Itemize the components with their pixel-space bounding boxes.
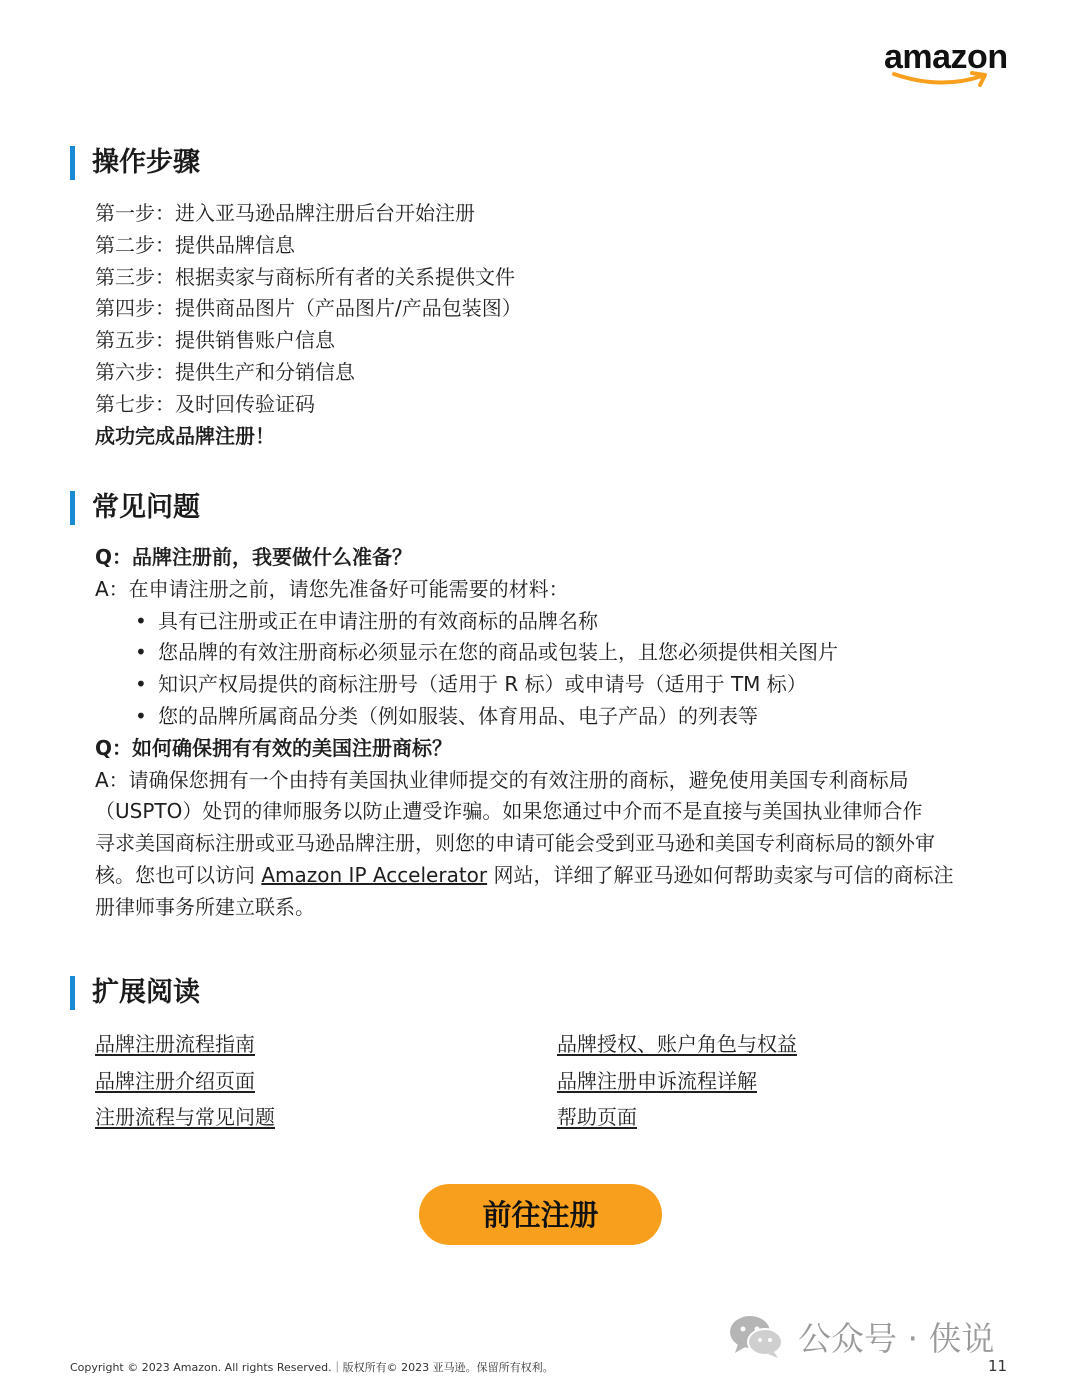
- step-item: 第一步：进入亚马逊品牌注册后台开始注册: [95, 201, 475, 225]
- faq-answer: [95, 765, 995, 924]
- step-item: 第六步：提供生产和分销信息: [95, 359, 355, 384]
- section-title-faq: 常见问题: [70, 491, 200, 525]
- list-item: • 具有已注册或正在申请注册的有效商标的品牌名称: [95, 606, 995, 638]
- watermark-text: 公众号 · 侠说: [798, 1318, 995, 1358]
- reading-link[interactable]: 品牌注册申诉流程详解: [557, 1068, 757, 1093]
- wechat-watermark: [728, 1310, 994, 1362]
- reading-column-right: [557, 1026, 797, 1136]
- materials-list: [95, 606, 995, 733]
- answer-text: 核。您也可以访问: [95, 862, 262, 887]
- faq-answer: A：在申请注册之前，请您先准备好可能需要的材料：: [95, 576, 569, 601]
- wechat-icon: [728, 1313, 784, 1359]
- section-title-reading: 扩展阅读: [70, 976, 200, 1010]
- section-title-steps: 操作步骤: [70, 146, 200, 180]
- step-item: 第五步：提供销售账户信息: [95, 328, 335, 353]
- answer-line: 寻求美国商标注册或亚马逊品牌注册，则您的申请可能会受到亚马逊和美国专利商标局的额外审: [95, 831, 935, 856]
- answer-line: A：请确保您拥有一个由持有美国执业律师提交的有效注册的商标，避免使用美国专利商标局: [95, 767, 909, 792]
- answer-line: [95, 860, 995, 892]
- reading-link[interactable]: 品牌授权、账户角色与权益: [557, 1032, 797, 1056]
- register-button[interactable]: 前往注册: [419, 1184, 662, 1245]
- answer-text: 网站，详细了解亚马逊如何帮助卖家与可信的商标注: [487, 862, 954, 887]
- faq-question: Q：如何确保拥有有效的美国注册商标？: [95, 735, 453, 760]
- step-item: 第四步：提供商品图片（产品图片/产品包装图）: [95, 296, 522, 321]
- list-item: • 您的品牌所属商品分类（例如服装、体育用品、电子产品）的列表等: [95, 701, 995, 733]
- faq-question: Q：品牌注册前，我要做什么准备？: [95, 545, 413, 569]
- answer-line: 册律师事务所建立联系。: [95, 894, 315, 919]
- ip-accelerator-link[interactable]: Amazon IP Accelerator: [261, 862, 488, 887]
- amazon-logo: [884, 40, 1010, 90]
- step-done: 成功完成品牌注册！: [95, 423, 275, 448]
- list-item: • 知识产权局提供的商标注册号（适用于 R 标）或申请号（适用于 TM 标）: [95, 669, 995, 701]
- copyright-footer: Copyright © 2023 Amazon. All rights Reserved.｜版权所有© 2023 亚马逊。保留所有权利。: [70, 1361, 554, 1374]
- step-item: 第三步：根据卖家与商标所有者的关系提供文件: [95, 264, 515, 289]
- step-item: 第七步：及时回传验证码: [95, 391, 315, 416]
- logo-wordmark: amazon: [884, 38, 1008, 76]
- faq-block: [95, 542, 995, 924]
- steps-list: [95, 198, 522, 452]
- smile-arrow-icon: [890, 70, 1000, 88]
- reading-link[interactable]: 品牌注册介绍页面: [95, 1068, 255, 1093]
- answer-line: （USPTO）处罚的律师服务以防止遭受诈骗。如果您通过中介而不是直接与美国执业律师合作: [95, 799, 923, 824]
- reading-link[interactable]: 帮助页面: [557, 1105, 637, 1130]
- reading-link[interactable]: 注册流程与常见问题: [95, 1105, 275, 1130]
- page-number: 11: [988, 1357, 1008, 1375]
- list-item: • 您品牌的有效注册商标必须显示在您的商品或包装上，且您必须提供相关图片: [95, 637, 995, 669]
- step-item: 第二步：提供品牌信息: [95, 232, 295, 257]
- reading-column-left: [95, 1026, 275, 1136]
- reading-link[interactable]: 品牌注册流程指南: [95, 1032, 255, 1056]
